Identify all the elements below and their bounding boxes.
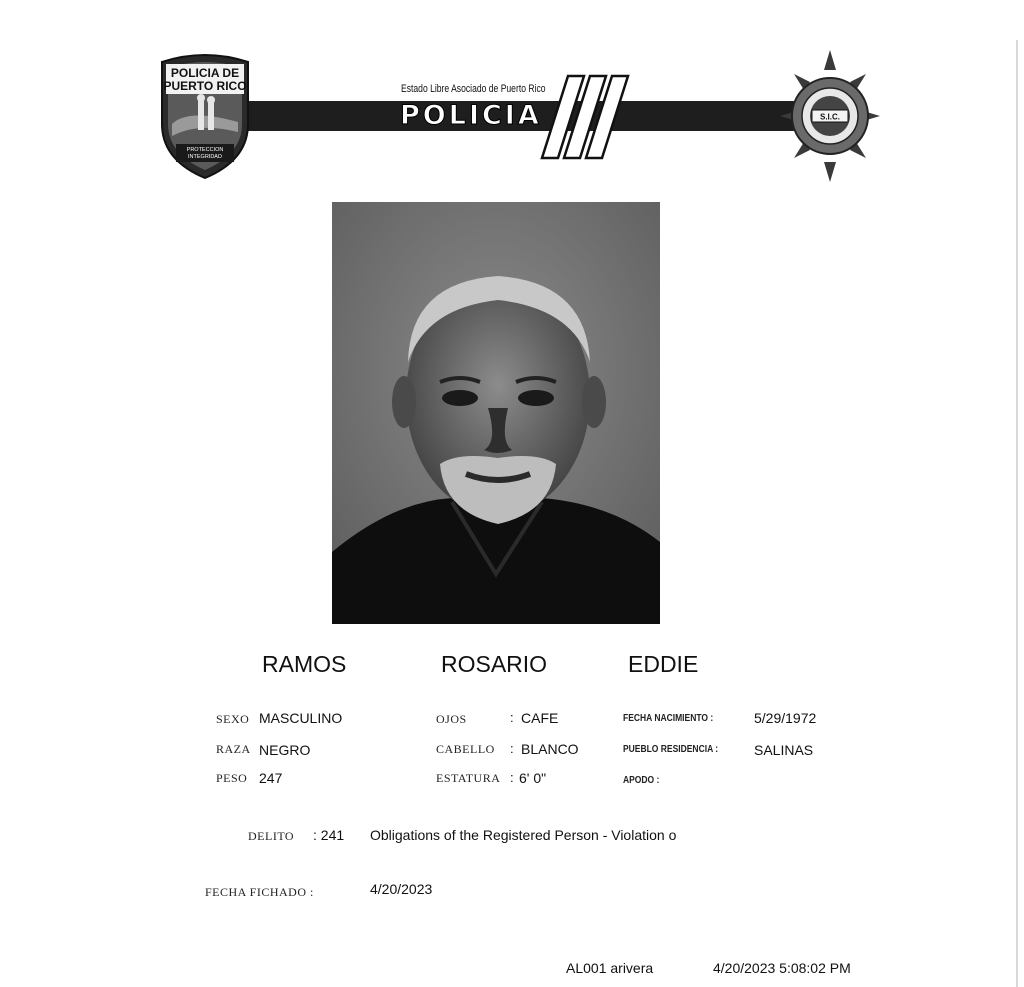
svg-text:PROTECCION: PROTECCION [186, 147, 224, 153]
ojos-value: CAFE [521, 710, 559, 726]
last-name-1: RAMOS [262, 651, 347, 677]
pueblo-residencia-value: SALINAS [754, 742, 814, 758]
last-name-2: ROSARIO [441, 651, 548, 677]
sexo-value: MASCULINO [259, 710, 343, 726]
header-subtitle: Estado Libre Asociado de Puerto Rico [401, 83, 546, 95]
mugshot-photo [332, 202, 660, 624]
delito-code: : 241 [313, 827, 345, 843]
estatura-label: ESTATURA [436, 771, 501, 785]
delito-description: Obligations of the Registered Person - Violation o [370, 827, 677, 843]
peso-label: PESO [216, 771, 248, 785]
apodo-label: APODO : [623, 775, 660, 786]
person-photo-icon [332, 202, 660, 624]
fecha-fichado-value: 4/20/2023 [370, 881, 433, 897]
ojos-label: OJOS [436, 712, 467, 726]
fecha-fichado-label: FECHA FICHADO : [205, 885, 314, 899]
svg-text:PUERTO RICO: PUERTO RICO [163, 79, 247, 93]
raza-value: NEGRO [259, 742, 311, 758]
svg-text:S.I.C.: S.I.C. [819, 112, 841, 122]
cabello-value: BLANCO [521, 741, 579, 757]
police-shield-logo-icon [158, 52, 252, 180]
fecha-nacimiento-value: 5/29/1972 [754, 710, 817, 726]
svg-text:INTEGRIDAD: INTEGRIDAD [188, 154, 222, 160]
ojos-colon: : [510, 710, 514, 725]
estatura-value: 6' 0" [519, 770, 547, 786]
sic-seal-logo-icon [780, 50, 880, 182]
fecha-nacimiento-label: FECHA NACIMIENTO : [623, 713, 714, 724]
cabello-label: CABELLO [436, 742, 495, 756]
raza-label: RAZA [216, 742, 251, 756]
first-name: EDDIE [628, 651, 699, 677]
header-title: POLICIA [400, 100, 542, 131]
peso-value: 247 [259, 770, 283, 786]
delito-label: DELITO [248, 829, 295, 843]
sexo-label: SEXO [216, 712, 250, 726]
estatura-colon: : [510, 770, 514, 785]
cabello-colon: : [510, 741, 514, 756]
policia-stripes-icon [540, 72, 640, 162]
svg-text:POLICIA DE: POLICIA DE [170, 66, 240, 80]
page-edge-line [1016, 40, 1018, 987]
footer-user: AL001 arivera [566, 960, 654, 976]
pueblo-residencia-label: PUEBLO RESIDENCIA : [623, 744, 719, 755]
footer-timestamp: 4/20/2023 5:08:02 PM [713, 960, 851, 976]
